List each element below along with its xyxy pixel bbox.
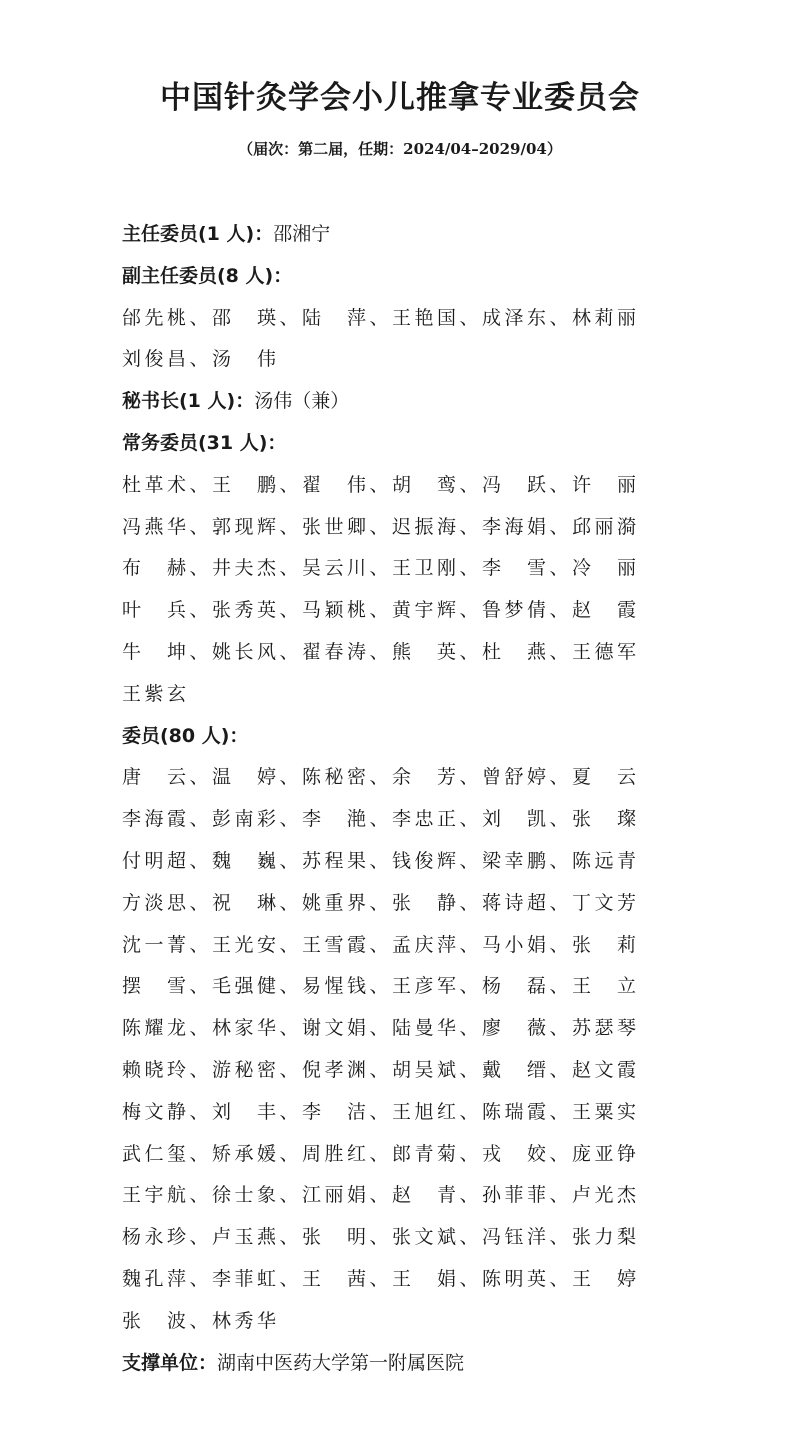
members-line: 付明超、魏 巍、苏程果、钱俊辉、梁幸鹏、陈远青 bbox=[122, 849, 640, 872]
director-name: 邵湘宁 bbox=[273, 223, 331, 245]
members-line: 陈耀龙、林家华、谢文娟、陆曼华、廖 薇、苏瑟琴 bbox=[122, 1017, 640, 1040]
director-row bbox=[122, 214, 682, 256]
standing-members-line: 王紫玄 bbox=[122, 682, 190, 705]
support-unit-row bbox=[122, 1343, 682, 1385]
secretary-name: 汤伟（兼） bbox=[254, 390, 350, 413]
standing-members-heading: 常务委员(31 人)： bbox=[122, 431, 287, 454]
members-line: 李海霞、彭南彩、李 滟、李忠正、刘 凯、张 璨 bbox=[122, 808, 640, 831]
director-label: 主任委员(1 人)： bbox=[122, 223, 274, 245]
members-line: 赖晓玲、游秘密、倪孝渊、胡吴斌、戴 缙、赵文霞 bbox=[122, 1058, 640, 1081]
member-list bbox=[122, 214, 682, 1384]
standing-members-line: 牛 坤、姚长风、翟春涛、熊 英、杜 燕、王德军 bbox=[122, 640, 640, 663]
members-line: 王宇航、徐士象、江丽娟、赵 青、孙菲菲、卢光杰 bbox=[122, 1184, 640, 1207]
members-line: 摆 雪、毛强健、易惺钱、王彦军、杨 磊、王 立 bbox=[122, 975, 640, 998]
members-line: 武仁玺、矫承媛、周胜红、郎青菊、戎 姣、庞亚铮 bbox=[122, 1142, 640, 1165]
vice-directors-line: 邰先桃、邵 瑛、陆 萍、王艳国、成泽东、林莉丽 bbox=[122, 306, 640, 329]
standing-members-line: 布 赫、井夫杰、吴云川、王卫刚、李 雪、冷 丽 bbox=[122, 557, 640, 580]
term-subtitle: （届次：第二届，任期：2024/04–2029/04） bbox=[238, 140, 562, 158]
members-line: 方淡思、祝 琳、姚重界、张 静、蒋诗超、丁文芳 bbox=[122, 891, 640, 914]
standing-members-line: 冯燕华、郭现辉、张世卿、迟振海、李海娟、邱丽漪 bbox=[122, 515, 640, 538]
secretary-label: 秘书长(1 人)： bbox=[122, 390, 255, 413]
standing-members-line: 叶 兵、张秀英、马颖桃、黄宇辉、鲁梦倩、赵 霞 bbox=[122, 599, 640, 622]
standing-members-line: 杜革术、王 鹏、翟 伟、胡 鸾、冯 跃、许 丽 bbox=[122, 473, 640, 496]
members-heading: 委员(80 人)： bbox=[122, 724, 249, 747]
members-line: 杨永珍、卢玉燕、张 明、张文斌、冯钰洋、张力梨 bbox=[122, 1226, 640, 1249]
support-unit-name: 湖南中医药大学第一附属医院 bbox=[217, 1351, 465, 1374]
members-line: 梅文静、刘 丰、李 洁、王旭红、陈瑞霞、王粟实 bbox=[122, 1100, 640, 1123]
members-line: 唐 云、温 婷、陈秘密、余 芳、曾舒婷、夏 云 bbox=[122, 766, 640, 789]
secretary-row bbox=[122, 381, 682, 423]
members-line: 沈一菁、王光安、王雪霞、孟庆萍、马小娟、张 莉 bbox=[122, 933, 640, 956]
vice-directors-heading: 副主任委员(8 人)： bbox=[122, 264, 293, 287]
vice-directors-line: 刘俊昌、汤 伟 bbox=[122, 348, 280, 371]
members-line: 魏孔萍、李菲虹、王 茜、王 娟、陈明英、王 婷 bbox=[122, 1267, 640, 1290]
support-unit-label: 支撑单位： bbox=[122, 1351, 218, 1374]
members-line: 张 波、林秀华 bbox=[122, 1309, 280, 1332]
page-title: 中国针灸学会小儿推拿专业委员会 bbox=[160, 80, 640, 116]
